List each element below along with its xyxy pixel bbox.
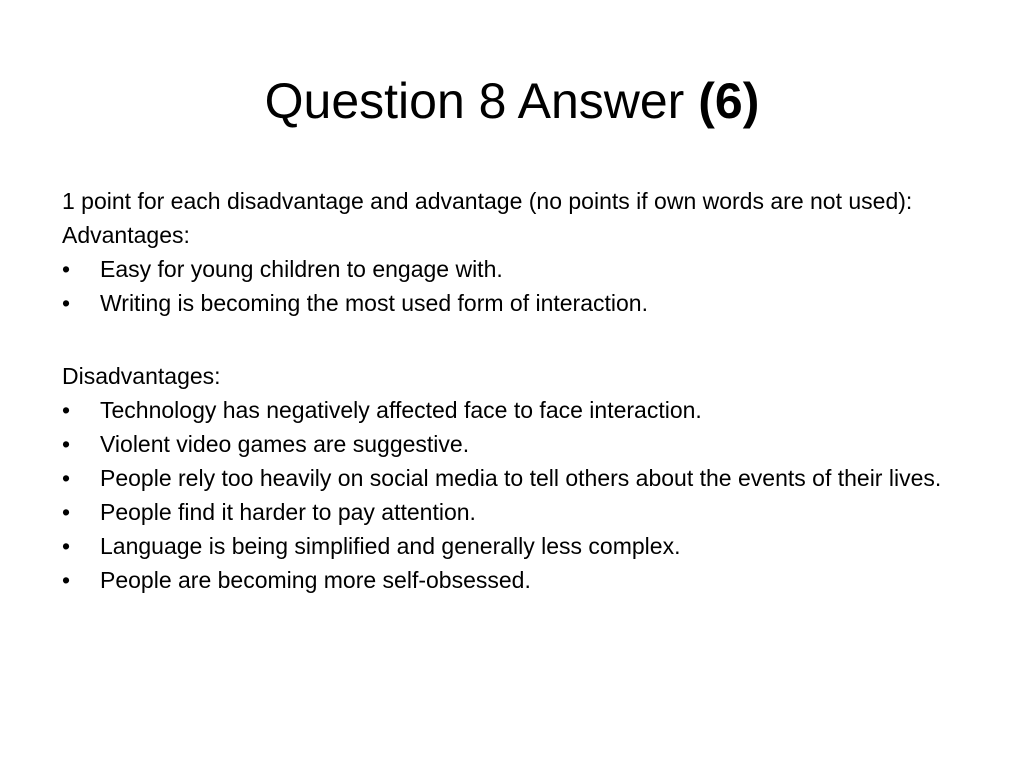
list-item-text: People find it harder to pay attention. [100,499,476,525]
disadvantages-heading: Disadvantages: [62,363,221,389]
list-item [62,567,962,594]
bullet-icon: • [62,499,71,525]
bullet-icon: • [62,567,71,593]
bullet-icon: • [62,533,71,559]
advantages-list [62,256,962,317]
title-main: Question 8 Answer [264,73,699,129]
disadvantages-list [62,397,962,594]
list-item-text: Technology has negatively affected face to face interaction. [100,397,702,423]
intro-text: 1 point for each disadvantage and advantage (no points if own words are not used): [62,188,913,214]
slide-title [0,66,1024,136]
list-item-text: People rely too heavily on social media to tell others about the events of their lives. [100,465,942,491]
list-item [62,397,962,424]
list-item [62,499,962,526]
list-item-text: People are becoming more self-obsessed. [100,567,531,593]
advantages-heading: Advantages: [62,222,190,248]
bullet-icon: • [62,465,71,491]
slide-body [62,188,962,601]
list-item-text: Violent video games are suggestive. [100,431,470,457]
list-item-text: Writing is becoming the most used form of interaction. [100,290,648,316]
list-item [62,431,962,458]
spacer [62,324,962,363]
list-item [62,256,962,283]
list-item-text: Language is being simplified and generally less complex. [100,533,681,559]
list-item-text: Easy for young children to engage with. [100,256,503,282]
bullet-icon: • [62,397,71,423]
bullet-icon: • [62,256,71,282]
list-item [62,533,962,560]
bullet-icon: • [62,431,71,457]
list-item [62,290,962,317]
title-marks: (6) [698,73,760,129]
bullet-icon: • [62,290,71,316]
list-item [62,465,962,492]
